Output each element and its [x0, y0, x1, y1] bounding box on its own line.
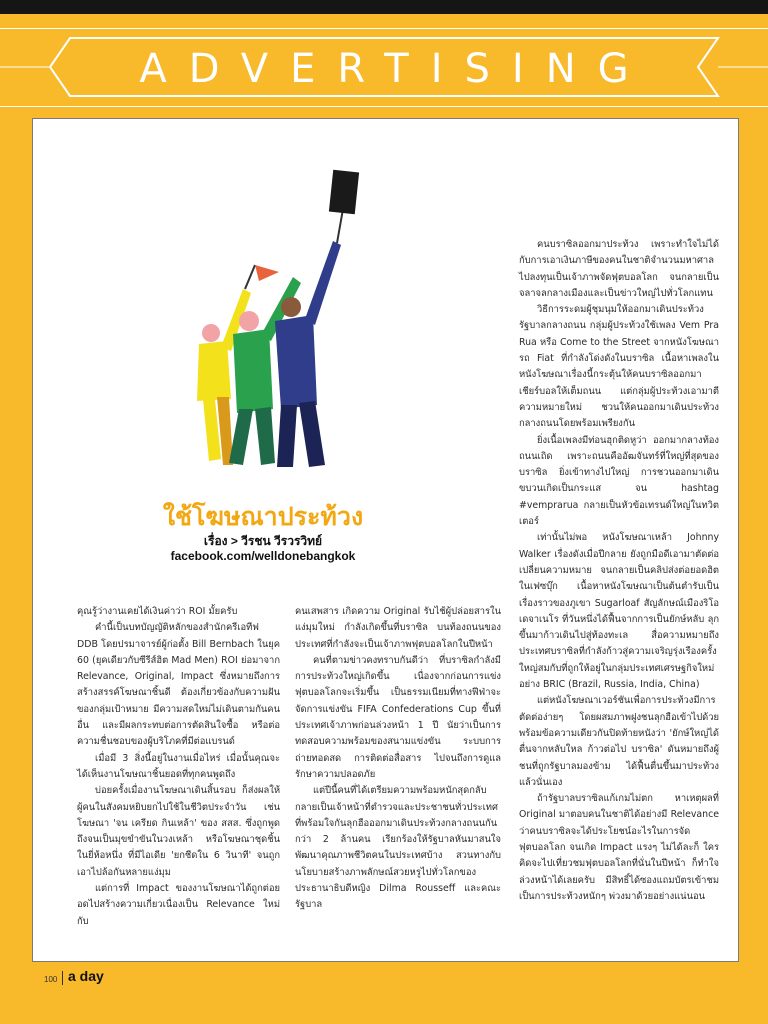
section-banner — [0, 36, 768, 98]
page-footer — [0, 969, 768, 999]
protest-illustration — [181, 169, 361, 469]
section-title: ADVERTISING — [139, 46, 651, 92]
top-rule-lower — [0, 106, 768, 107]
page-number: 100 — [44, 975, 58, 984]
article-card — [32, 118, 739, 962]
paragraph: ยิ่งเนื้อเพลงมีท่อนฮุกติดหูว่า ออกมากลางท้องถนนเถิด เพราะถนนคืออัฒจันทร์ที่ใหญ่ที่สุดของบราซิล ยิ่งเข้าทางไปใหญ่ การชวนออกมาเดินขบวนเกิดเป็นกระแส จน hashtag #vemprarua กลายเป็นหัวข้อเทรนด์ใหญ่ในทวิตเตอร์ — [519, 434, 719, 528]
paragraph: แต่การที่ Impact ของงานโฆษณาได้ถูกต่อยอดไปสร้างความเกี่ยวเนื่องเป็น Relevance ใหม่กับ — [77, 883, 280, 927]
article-headline: ใช้โฆษณาประท้วง — [162, 502, 364, 531]
article-column-3 — [519, 237, 719, 905]
article-column-2 — [295, 604, 501, 914]
paragraph: คุณรู้ว่างานเคยได้เงินค่าว่า ROI มั้ยครับ — [77, 606, 238, 617]
article-byline: เรื่อง > วีรชน วีรวรวิทย์ — [203, 534, 323, 548]
paragraph: แต่หนังโฆษณาเวอร์ชันเพื่อการประท้วงมีการตัดต่อง่ายๆ โดยผสมภาพฝูงชนลุกฮือเข้าไปด้วยพร้อมข้อความเดียวกันปิดท้ายหนังว่า 'ยักษ์ใหญ่ได้ตื่นจากหลับใหล ก้าวต่อไป บราซิล' ดันหมายถึงผู้ชนที่ถูกรัฐบาลมองข้าม ได้ฟื้นตื่นขึ้นมาประท้วงแล้วนั่นเอง — [519, 695, 719, 788]
paragraph: วิธีการระดมผู้ชุมนุมให้ออกมาเดินประท้วงรัฐบาลกลางถนน กลุ่มผู้ประท้วงใช้เพลง Vem Pra Rua หรือ Come to the Street จากหนังโฆษณารถ Fiat ที่กำลังโด่งดังในบราซิล เนื้อหาเพลงในหนังโฆษณาเรื่องนี้กระตุ้นให้คนบราซิลออกมาเชียร์บอลให้เต็มถนน แต่กลุ่มผู้ประท้วงเอามาตีความหมายใหม่ ชวนให้คนออกมาเดินประท้วงกลางถนนโดยพร้อมเพรียงกัน — [519, 304, 719, 430]
paragraph: เมื่อมี 3 สิ่งนี้อยู่ในงานเมื่อไหร่ เมื่อนั้นคุณจะได้เห็นงานโฆษณาชิ้นยอดที่ทุกคนพูดถึง — [77, 752, 280, 780]
paragraph: เท่านั้นไม่พอ หนังโฆษณาเหล้า Johnny Walker เรื่องดังเมื่อปีกลาย ยังถูกมือดีเอามาตัดต่อเปลี่ยนความหมาย จนกลายเป็นคลิปส่งต่อยอดฮิตในเฟซบุ๊ก เนื้อหาหนังโฆษณาเป็นต้นตำรับเป็นเรื่องราวของภูเขา Sugarloaf สัญลักษณ์เมืองริโอ เดจาเนโร ที่วันหนึ่งได้ฟื้นจากการเป็นยักษ์หลับ ลุกขึ้นมาก้าวเดินไปสู่ท้องทะเล สื่อความหมายถึงประเทศบราซิลที่กำลังก้าวสู่ความเจริญรุ่งเรืองครั้งใหญ่สมกับที่ถูกให้อยู่ในกลุ่มประเทศเศรษฐกิจใหม่อย่าง BRIC (Brazil, Russia, India, China) — [519, 532, 719, 691]
paragraph: แต่ปีนี้คนที่ได้เตรียมความพร้อมหนักสุดกลับกลายเป็นเจ้าหน้าที่ตำรวจและประชาชนทั่วประเทศ ที่พร้อมใจกันลุกฮือออกมาเดินประท้วงกลางถนนกันกว่า 2 ล้านคน เรียกร้องให้รัฐบาลหันมาสนใจพัฒนาคุณภาพชีวิตคนในประเทศบ้าง สวนทางกับนโยบายสร้างภาพลักษณ์สวยหรูไปทั่วโลกของประธานาธิบดีหญิง Dilma Rousseff และคณะรัฐบาล — [295, 785, 501, 911]
footer-divider — [62, 971, 63, 985]
article-column-1 — [77, 604, 280, 930]
paragraph: คนบราซิลออกมาประท้วง เพราะทำใจไม่ได้กับการเอาเงินภาษีของคนในชาติจำนวนมหาศาลไปลงทุนเป็นเจ้าภาพจัดฟุตบอลโลก จนกลายเป็นจลาจลกลางเมืองและเป็นข่าวใหญ่ไปทั่วโลกแทน — [519, 239, 719, 299]
paragraph: ถ้ารัฐบาลบราซิลแก้เกมไม่ตก หาเหตุผลที่ Original มาตอบคนในชาติได้อย่างมี Relevance ว่าคนบราซิลจะได้ประโยชน์อะไรในการจัดฟุตบอลโลก จนเกิด Impact แรงๆ ไม่ได้ละก็ ใครคิดจะไปเที่ยวชมฟุตบอลโลกที่นั่นในปีหน้า ก็ทำใจล่วงหน้าได้เลยครับ มีสิทธิ์ได้ซองแถมบัตรเข้าชมเป็นการประท้วงหนักๆ พ่วงมาด้วยอย่างแน่นอน — [519, 793, 719, 902]
paragraph: คนเสพสาร เกิดความ Original รับไช้ผู้ปล่อยสารในแง่มุมใหม่ กำลังเกิดขึ้นที่บราซิล บนท้องถนนของประเทศที่กำลังจะเป็นเจ้าภาพฟุตบอลโลกในปีหน้า — [295, 606, 501, 650]
top-rule-upper — [0, 28, 768, 29]
paragraph: คำนี้เป็นบทบัญญัติหลักของสำนักครีเอทีฟ DDB โดยปรมาจารย์ผู้ก่อตั้ง Bill Bernbach ในยุค 60 (ยุคเดียวกับซีรีส์ฮิต Mad Men) ROI ย่อมาจาก Relevance, Original, Impact ซึ่งหมายถึงการสร้างสรรค์โฆษณาชิ้นดี ต้องเกี่ยวข้องกับความฝันของกลุ่มเป้าหมาย มีความสดใหม่ไม่เดินตามกันคนอื่น และมีผลกระทบต่อการตัดสินใจซื้อ หรือต่อความชื่นชอบของผู้บริโภคที่มีต่อแบรนด์ — [77, 622, 280, 748]
facebook-link[interactable]: facebook.com/welldonebangkok — [170, 549, 356, 563]
paragraph: คนที่ตามข่าวคงทราบกันดีว่า ที่บราซิลกำลังมีการประท้วงใหญ่เกิดขึ้น เนื่องจากก่อนการแข่งฟุตบอลโลกจะเริ่มขึ้น เป็นธรรมเนียมที่ทางฟีฟ่าจะจัดการแข่งขัน FIFA Confederations Cup ขึ้นที่ประเทศเจ้าภาพก่อนล่วงหน้า 1 ปี นัยว่าเป็นการทดสอบความพร้อมของสนามแข่งขัน ระบบการถ่ายทอดสด การติดต่อสื่อสาร ไปจนถึงการดูแลรักษาความปลอดภัย — [295, 654, 501, 780]
magazine-name: a day — [68, 968, 104, 984]
paragraph: บ่อยครั้งเมื่องานโฆษณาเดินสิ้นรอบ ก็ส่งผลให้ผู้คนในสังคมหยิบยกไปใช้ในชีวิตประจำวัน เช่น โฆษณา 'จน เครียด กินเหล้า' ของ สสส. ซึ่งถูกพูดถึงจนเป็นมุขขำขันในวงเหล้า หรือโฆษณาชุดชิ้นในยี่ห้อหนึ่ง ที่มีไอเดีย 'ยกชีดใน 6 วินาที' จนถูกเอาไปล้อกันหลายแง่มุม — [77, 785, 280, 878]
top-black-bar — [0, 0, 768, 14]
blue-figure-icon — [275, 170, 359, 467]
